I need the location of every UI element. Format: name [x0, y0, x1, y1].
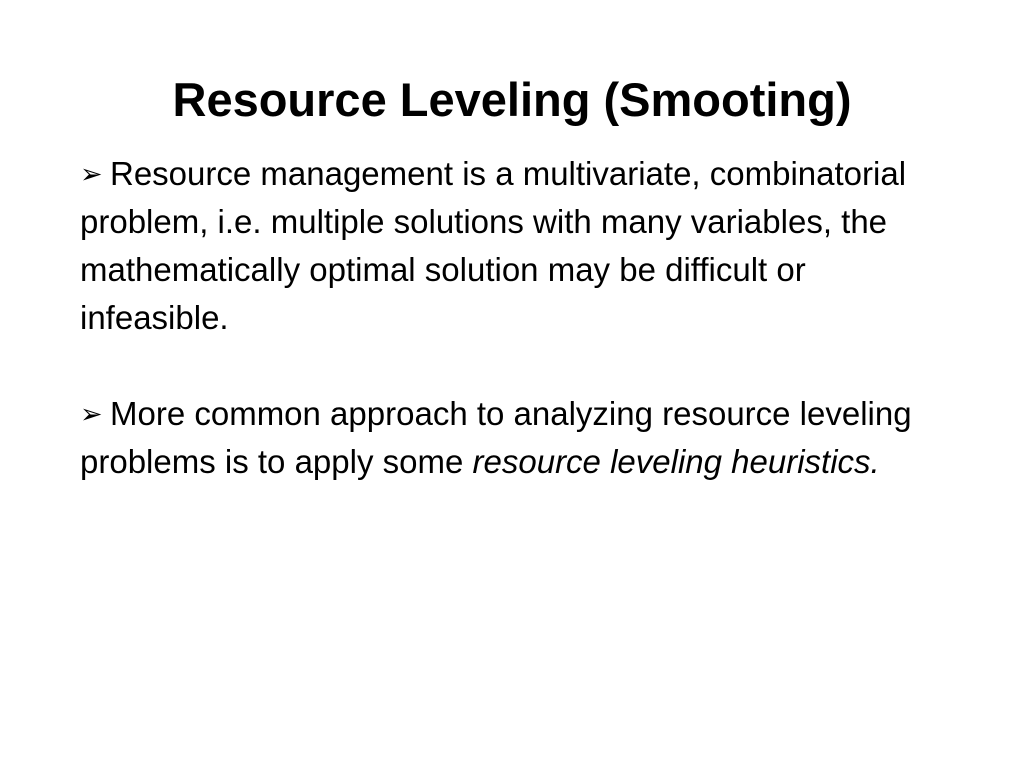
bullet-text: Resource management is a multivariate, combinatorial problem, i.e. multiple solutions with many variables, the mathematically optimal solution may be difficult or infeasible. [80, 155, 907, 336]
bullet-list [80, 150, 960, 534]
slide-title: Resource Leveling (Smooting) [172, 73, 852, 126]
arrow-bullet-icon: ➢ [80, 159, 103, 189]
bullet-emphasis-text: resource leveling heuristics. [472, 443, 880, 480]
bullet-item-resource-management [80, 150, 960, 342]
bullet-text: More common approach to analyzing resource leveling problems is to apply some [80, 395, 912, 480]
bullet-item-common-approach [80, 390, 960, 486]
arrow-bullet-icon: ➢ [80, 399, 103, 429]
